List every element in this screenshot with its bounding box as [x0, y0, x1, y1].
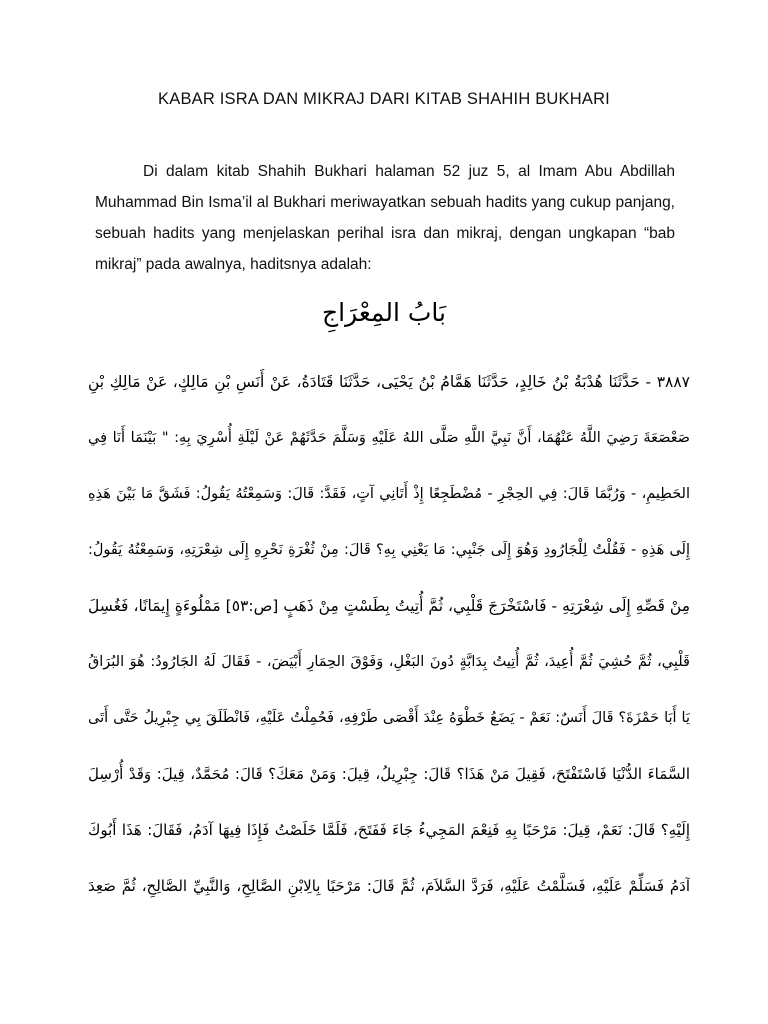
arabic-chapter-heading: بَابُ المِعْرَاجِ [321, 298, 446, 327]
arabic-line: صَعْصَعَةَ رَضِيَ اللَّهُ عَنْهُمَا، أَنَّ نَبِيَّ اللَّهِ صَلَّى اللهُ عَلَيْهِ وَسَلَّمَ حَدَّثَهُمْ عَنْ لَيْلَةِ أُسْرِيَ بِهِ: " بَيْنَمَا أَنَا فِي [88, 430, 690, 446]
arabic-line: قَلْبِي، ثُمَّ حُشِيَ ثُمَّ أُعِيدَ، ثُمَّ أُتِيتُ بِدَابَّةٍ دُونَ البَغْلِ، وَفَوْقَ الحِمَارِ أَبْيَضَ، - فَقَالَ لَهُ الجَارُودُ: هُوَ البُرَاقُ [88, 654, 690, 670]
arabic-line: يَا أَبَا حَمْزَةَ؟ قَالَ أَنَسٌ: نَعَمْ - يَضَعُ خَطْوَهُ عِنْدَ أَقْصَى طَرْفِهِ، فَحُمِلْتُ عَلَيْهِ، فَانْطَلَقَ بِي جِبْرِيلُ حَتَّى أَتَى [88, 710, 690, 726]
arabic-hadith-text [88, 360, 690, 920]
arabic-line: إِلَيْهِ؟ قَالَ: نَعَمْ، قِيلَ: مَرْحَبًا بِهِ فَنِعْمَ المَجِيءُ جَاءَ فَفَتَحَ، فَلَمَّا خَلَصْتُ فَإِذَا فِيهَا آدَمُ، فَقَالَ: هَذَا أَبُوكَ [88, 821, 690, 839]
arabic-line: ٣٨٨٧ - حَدَّثَنَا هُدْبَةُ بْنُ خَالِدٍ، حَدَّثَنَا هَمَّامُ بْنُ يَحْيَى، حَدَّثَنَا قَتَادَةُ، عَنْ أَنَسِ بْنِ مَالِكٍ، عَنْ مَالِكِ بْنِ [88, 373, 690, 391]
arabic-line: آدَمُ فَسَلِّمْ عَلَيْهِ، فَسَلَّمْتُ عَلَيْهِ، فَرَدَّ السَّلاَمَ، ثُمَّ قَالَ: مَرْحَبًا بِالِابْنِ الصَّالِحِ، وَالنَّبِيِّ الصَّالِحِ، ثُمَّ صَعِدَ [88, 877, 690, 895]
arabic-line: إِلَى هَذِهِ - فَقُلْتُ لِلْجَارُودِ وَهُوَ إِلَى جَنْبِي: مَا يَعْنِي بِهِ؟ قَالَ: مِنْ ثُغْرَةِ نَحْرِهِ إِلَى شِعْرَتِهِ، وَسَمِعْتُهُ يَقُولُ: [88, 542, 690, 558]
arabic-line: مِنْ قَصِّهِ إِلَى شِعْرَتِهِ - فَاسْتَخْرَجَ قَلْبِي، ثُمَّ أُتِيتُ بِطَسْتٍ مِنْ ذَهَبٍ [ص:٥٣] مَمْلُوءَةٍ إِيمَانًا، فَغُسِلَ [88, 597, 690, 615]
arabic-line: السَّمَاءَ الدُّنْيَا فَاسْتَفْتَحَ، فَقِيلَ مَنْ هَذَا؟ قَالَ: جِبْرِيلُ، قِيلَ: وَمَنْ مَعَكَ؟ قَالَ: مُحَمَّدٌ، قِيلَ: وَقَدْ أُرْسِلَ [88, 765, 690, 783]
arabic-line: الحَطِيمِ، - وَرُبَّمَا قَالَ: فِي الحِجْرِ - مُضْطَجِعًا إِذْ أَتَانِي آتٍ، فَقَدَّ: قَالَ: وَسَمِعْتُهُ يَقُولُ: فَشَقَّ مَا بَيْنَ هَذِهِ [88, 486, 690, 502]
intro-paragraph: Di dalam kitab Shahih Bukhari halaman 52 juz 5, al Imam Abu Abdillah Muhammad Bin Isma’il al Bukhari meriwayatkan sebuah hadits yang cukup panjang, sebuah hadits yang menjelaskan perihal isra dan mikraj, dengan ungkapan “bab mikraj” pada awalnya, haditsnya adalah: [95, 163, 675, 273]
page-title: KABAR ISRA DAN MIKRAJ DARI KITAB SHAHIH BUKHARI [158, 90, 610, 108]
